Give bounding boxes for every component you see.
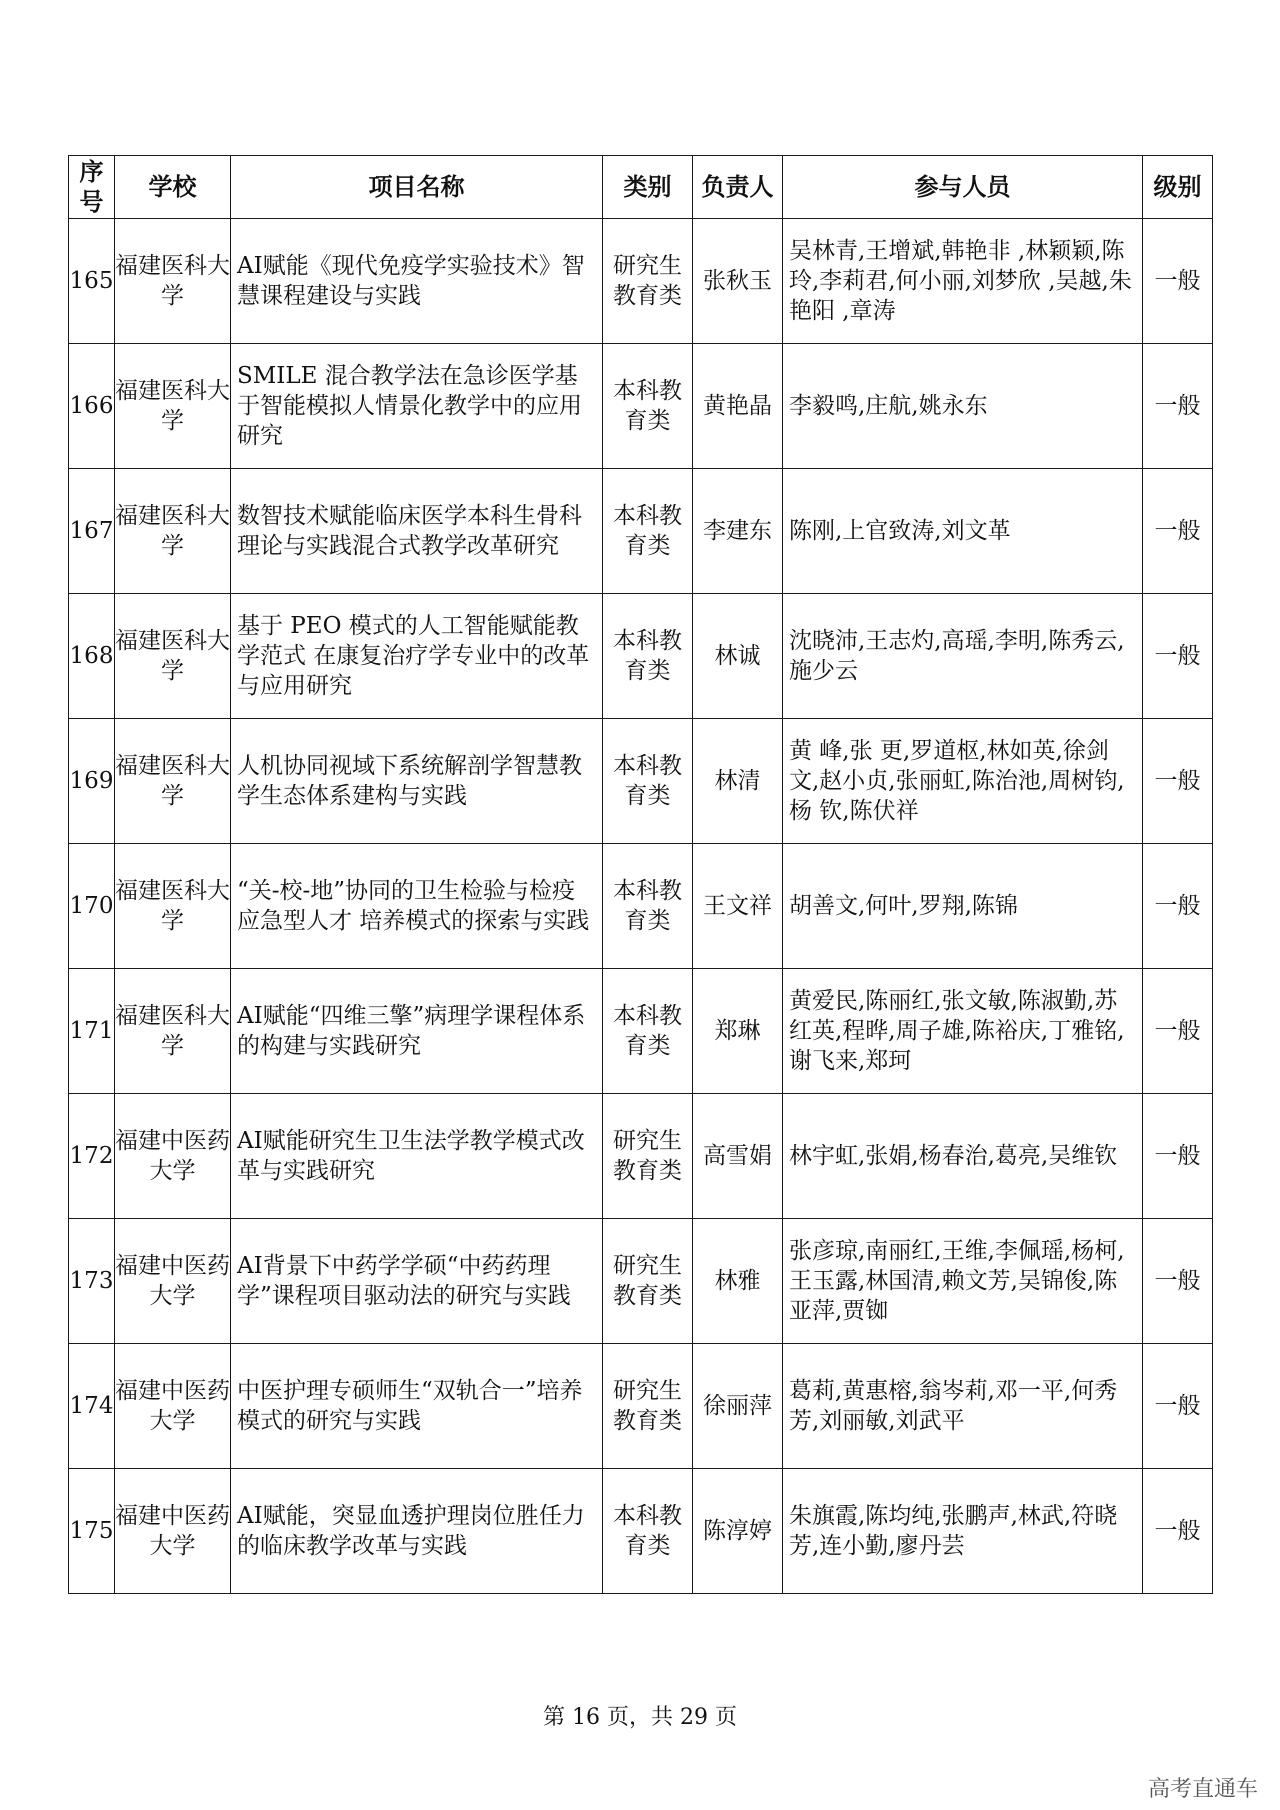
cell-participants: 沈晓沛,王志灼,高瑶,李明,陈秀云,施少云 bbox=[783, 594, 1143, 719]
cell-category: 本科教育类 bbox=[603, 594, 693, 719]
cell-category: 研究生教育类 bbox=[603, 1094, 693, 1219]
cell-level: 一般 bbox=[1143, 1219, 1213, 1344]
cell-leader: 林雅 bbox=[693, 1219, 783, 1344]
cell-project: AI赋能“四维三擎”病理学课程体系的构建与实践研究 bbox=[231, 969, 603, 1094]
cell-participants: 葛莉,黄惠榕,翁岑莉,邓一平,何秀芳,刘丽敏,刘武平 bbox=[783, 1344, 1143, 1469]
cell-level: 一般 bbox=[1143, 1344, 1213, 1469]
cell-level: 一般 bbox=[1143, 969, 1213, 1094]
table-row bbox=[69, 1344, 1213, 1469]
table-row bbox=[69, 1094, 1213, 1219]
cell-leader: 李建东 bbox=[693, 469, 783, 594]
table-header-row bbox=[69, 156, 1213, 219]
header-school: 学校 bbox=[115, 156, 231, 219]
cell-category: 研究生教育类 bbox=[603, 219, 693, 344]
cell-participants: 黄爱民,陈丽红,张文敏,陈淑勤,苏红英,程晔,周子雄,陈裕庆,丁雅铭,谢飞来,郑珂 bbox=[783, 969, 1143, 1094]
cell-school: 福建中医药大学 bbox=[115, 1344, 231, 1469]
cell-no: 171 bbox=[69, 969, 115, 1094]
cell-participants: 胡善文,何叶,罗翔,陈锦 bbox=[783, 844, 1143, 969]
cell-school: 福建医科大学 bbox=[115, 719, 231, 844]
cell-no: 170 bbox=[69, 844, 115, 969]
cell-category: 本科教育类 bbox=[603, 969, 693, 1094]
cell-project: 人机协同视域下系统解剖学智慧教学生态体系建构与实践 bbox=[231, 719, 603, 844]
cell-school: 福建中医药大学 bbox=[115, 1469, 231, 1594]
cell-participants: 陈刚,上官致涛,刘文革 bbox=[783, 469, 1143, 594]
cell-school: 福建中医药大学 bbox=[115, 1094, 231, 1219]
cell-no: 169 bbox=[69, 719, 115, 844]
cell-level: 一般 bbox=[1143, 719, 1213, 844]
cell-category: 本科教育类 bbox=[603, 719, 693, 844]
projects-table bbox=[68, 155, 1213, 1594]
cell-participants: 张彦琼,南丽红,王维,李佩瑶,杨柯,王玉露,林国清,赖文芳,吴锦俊,陈亚萍,贾铷 bbox=[783, 1219, 1143, 1344]
cell-school: 福建医科大学 bbox=[115, 344, 231, 469]
cell-project: AI赋能研究生卫生法学教学模式改革与实践研究 bbox=[231, 1094, 603, 1219]
table-row bbox=[69, 219, 1213, 344]
cell-no: 166 bbox=[69, 344, 115, 469]
cell-project: 基于 PEO 模式的人工智能赋能教学范式 在康复治疗学专业中的改革与应用研究 bbox=[231, 594, 603, 719]
cell-leader: 徐丽萍 bbox=[693, 1344, 783, 1469]
watermark-text: 高考直通车 bbox=[1147, 1777, 1258, 1802]
cell-level: 一般 bbox=[1143, 594, 1213, 719]
cell-level: 一般 bbox=[1143, 469, 1213, 594]
cell-leader: 张秋玉 bbox=[693, 219, 783, 344]
cell-level: 一般 bbox=[1143, 1469, 1213, 1594]
table-row bbox=[69, 344, 1213, 469]
cell-level: 一般 bbox=[1143, 219, 1213, 344]
cell-category: 本科教育类 bbox=[603, 1469, 693, 1594]
cell-participants: 李毅鸣,庄航,姚永东 bbox=[783, 344, 1143, 469]
cell-project: AI背景下中药学学硕“中药药理学”课程项目驱动法的研究与实践 bbox=[231, 1219, 603, 1344]
cell-school: 福建医科大学 bbox=[115, 469, 231, 594]
cell-leader: 黄艳晶 bbox=[693, 344, 783, 469]
table-row bbox=[69, 469, 1213, 594]
cell-level: 一般 bbox=[1143, 1094, 1213, 1219]
table-row bbox=[69, 844, 1213, 969]
cell-participants: 吴林青,王增斌,韩艳非 ,林颖颖,陈玲,李莉君,何小丽,刘梦欣 ,吴越,朱艳阳 ,章涛 bbox=[783, 219, 1143, 344]
cell-project: AI赋能，突显血透护理岗位胜任力的临床教学改革与实践 bbox=[231, 1469, 603, 1594]
cell-no: 167 bbox=[69, 469, 115, 594]
cell-leader: 陈淳婷 bbox=[693, 1469, 783, 1594]
cell-project: “关-校-地”协同的卫生检验与检疫应急型人才 培养模式的探索与实践 bbox=[231, 844, 603, 969]
header-level: 级别 bbox=[1143, 156, 1213, 219]
cell-no: 172 bbox=[69, 1094, 115, 1219]
cell-project: SMILE 混合教学法在急诊医学基于智能模拟人情景化教学中的应用研究 bbox=[231, 344, 603, 469]
cell-no: 173 bbox=[69, 1219, 115, 1344]
cell-participants: 黄 峰,张 更,罗道枢,林如英,徐剑文,赵小贞,张丽虹,陈治池,周树钧,杨 钦,陈伏祥 bbox=[783, 719, 1143, 844]
header-category: 类别 bbox=[603, 156, 693, 219]
table-row bbox=[69, 719, 1213, 844]
cell-school: 福建医科大学 bbox=[115, 219, 231, 344]
cell-participants: 林宇虹,张娟,杨春治,葛亮,吴维钦 bbox=[783, 1094, 1143, 1219]
header-no: 序号 bbox=[69, 156, 115, 219]
header-leader: 负责人 bbox=[693, 156, 783, 219]
header-participants: 参与人员 bbox=[783, 156, 1143, 219]
cell-no: 165 bbox=[69, 219, 115, 344]
cell-school: 福建医科大学 bbox=[115, 844, 231, 969]
cell-category: 本科教育类 bbox=[603, 344, 693, 469]
cell-project: AI赋能《现代免疫学实验技术》智慧课程建设与实践 bbox=[231, 219, 603, 344]
cell-leader: 王文祥 bbox=[693, 844, 783, 969]
cell-school: 福建医科大学 bbox=[115, 969, 231, 1094]
cell-category: 研究生教育类 bbox=[603, 1344, 693, 1469]
cell-leader: 郑琳 bbox=[693, 969, 783, 1094]
cell-no: 175 bbox=[69, 1469, 115, 1594]
header-project: 项目名称 bbox=[231, 156, 603, 219]
cell-project: 数智技术赋能临床医学本科生骨科理论与实践混合式教学改革研究 bbox=[231, 469, 603, 594]
table-row bbox=[69, 969, 1213, 1094]
cell-project: 中医护理专硕师生“双轨合一”培养模式的研究与实践 bbox=[231, 1344, 603, 1469]
table-row bbox=[69, 594, 1213, 719]
table-row bbox=[69, 1469, 1213, 1594]
cell-participants: 朱旗霞,陈均纯,张鹏声,林武,符晓芳,连小勤,廖丹芸 bbox=[783, 1469, 1143, 1594]
cell-school: 福建中医药大学 bbox=[115, 1219, 231, 1344]
cell-no: 168 bbox=[69, 594, 115, 719]
table-row bbox=[69, 1219, 1213, 1344]
cell-leader: 林诚 bbox=[693, 594, 783, 719]
cell-school: 福建医科大学 bbox=[115, 594, 231, 719]
cell-category: 本科教育类 bbox=[603, 844, 693, 969]
cell-level: 一般 bbox=[1143, 844, 1213, 969]
cell-no: 174 bbox=[69, 1344, 115, 1469]
cell-level: 一般 bbox=[1143, 344, 1213, 469]
cell-leader: 高雪娟 bbox=[693, 1094, 783, 1219]
cell-leader: 林清 bbox=[693, 719, 783, 844]
page-number-footer: 第 16 页，共 29 页 bbox=[543, 1705, 737, 1730]
cell-category: 本科教育类 bbox=[603, 469, 693, 594]
cell-category: 研究生教育类 bbox=[603, 1219, 693, 1344]
